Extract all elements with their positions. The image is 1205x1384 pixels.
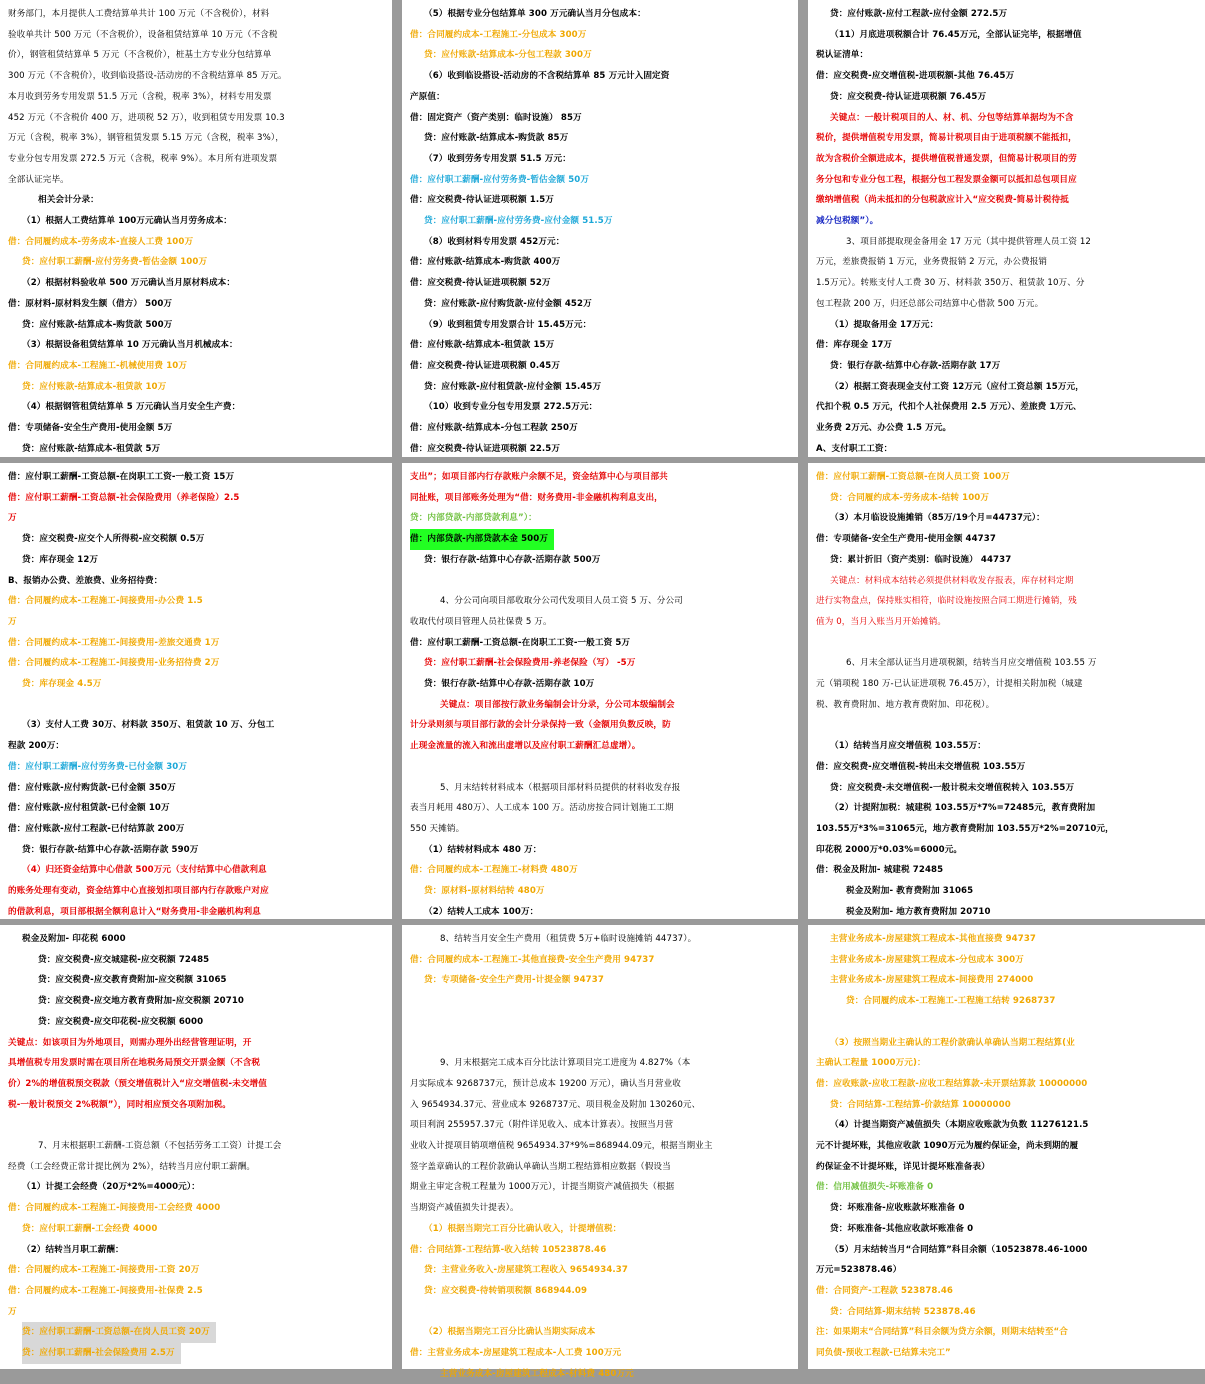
text-line: 专业分包专用发票 272.5 万元（含税，税率 9%）。本月所有进项发票 [8, 153, 278, 164]
text-line: 贷：应付账款-结算成本-分包工程款 300万 [424, 50, 592, 61]
text-line: 借：应付职工薪酬-应付劳务费-暂估金额 50万 [410, 174, 590, 185]
text-line: 4、分公司向项目部收取分公司代发项目人员工资 5 万、分公司 [440, 596, 683, 607]
text-line: 万元（含税，税率 3%），钢管租赁发票 5.15 万元（含税，税率 3%）， [8, 133, 284, 144]
text-line: 代扣个税 0.5 万元，代扣个人社保费用 2.5 万元）、差旅费 1万元、 [816, 402, 1082, 413]
text-line: 借：信用减值损失-坏账准备 0 [816, 1182, 934, 1193]
text-line: 价）2%的增值税预交税款（预交增值税计入“应交增值税-未交增值 [8, 1078, 267, 1089]
text-line: 贷：内部贷款-内部贷款利息”）： [410, 513, 537, 524]
text-line: 约保证金不计提坏账，详见计提坏账准备表） [816, 1161, 990, 1172]
text-line: 借：固定资产（资产类别：临时设施） 85万 [410, 112, 582, 123]
text-line: 贷：应付职工薪酬-应付劳务费-暂估金额 100万 [22, 257, 208, 268]
text-line [8, 695, 382, 716]
text-line: 贷：银行存款-结算中心存款-活期存款 500万 [424, 554, 601, 565]
text-line: 借：库存现金 17万 [816, 340, 893, 351]
text-line: 103.55万*3%=31065元，地方教育费附加 103.55万*2%=20710元， [816, 823, 1114, 834]
text-line: 借：内部贷款-内部贷款本金 500万 [410, 529, 788, 550]
text-line: 借：税金及附加- 城建税 72485 [816, 865, 944, 876]
text-line: 入 9654934.37元、营业成本 9268737元、项目税金及附加 130260元、 [410, 1099, 701, 1110]
text-line: 550 天摊销。 [410, 823, 465, 834]
text-line: （1）结转材料成本 480 万： [424, 844, 542, 855]
text-line: 贷：银行存款-结算中心存款-活期存款 17万 [830, 360, 1001, 371]
text-line: 贷：应付职工薪酬-工资总额-在岗人员工资 20万 [8, 1322, 382, 1343]
text-line: 借：合同履约成本-工程施工-间接费用-业务招待费 2万 [8, 658, 220, 669]
text-line: 月实际成本 9268737元，预计总成本 19200 万元），确认当月营业收 [410, 1078, 681, 1089]
text-line: 借：合同履约成本-工程施工-间接费用-差旅交通费 1万 [8, 637, 220, 648]
text-line [8, 1115, 382, 1136]
text-line: 贷：应交税费-待认证进项税额 76.45万 [830, 91, 987, 102]
text-line: 万 [8, 616, 17, 627]
text-line: 贷：合同履约成本-劳务成本-结转 100万 [830, 492, 990, 503]
text-line: （4）计提当期资产减值损失（本期应收账款为负数 11276121.5 [830, 1120, 1089, 1131]
text-line: 万 [8, 513, 17, 524]
text-line: 关键点：如该项目为外地项目，则需办理外出经营管理证明，开 [8, 1037, 252, 1048]
text-line: 税金及附加- 地方教育费附加 20710 [846, 906, 991, 917]
text-line: 借：应付账款-结算成本-租赁款 15万 [410, 340, 555, 351]
text-line: 业务费 2万元、办公费 1.5 万元。 [816, 423, 952, 434]
text-line: 关键点：一般计税项目的人、材、机、分包等结算单据均为不含 [830, 112, 1074, 123]
text-line: 贷：应交税费-应交地方教育费附加-应交税额 20710 [38, 996, 245, 1007]
text-line: 税金及附加- 印花税 6000 [22, 934, 126, 944]
text-line: 价），钢管租赁结算单 5 万元（不含税价），桩基土方专业分包结算单 [8, 50, 272, 61]
text-line: 主营业务成本-房屋建筑工程成本-间接费用 274000 [830, 975, 1034, 986]
text-line: 注：如果期末“合同结算”科目余额为贷方余额，则期末结转至“合 [816, 1327, 1068, 1338]
text-line: 务分包和专业分包工程，根据分包工程发票金额可以抵扣总包项目应 [816, 174, 1077, 185]
text-line: 贷：应付职工薪酬-社会保险费用 2.5万 [8, 1343, 382, 1364]
text-line: 贷：坏账准备-应收账款坏账准备 0 [830, 1203, 965, 1214]
text-line [410, 1033, 788, 1054]
text-line: 借：合同履约成本-工程施工-材料费 480万 [410, 865, 578, 876]
document-page [808, 463, 1205, 919]
text-line: 故为含税价全额进成本，提供增值税普通发票，但简易计税项目的劳 [816, 153, 1077, 164]
text-line: 借：应收账款-应收工程款-应收工程结算款-未开票结算款 10000000 [816, 1078, 1088, 1089]
text-line: 万元，差旅费报销 1 万元，业务费报销 2 万元，办公费报销 [816, 257, 1048, 268]
text-line: 3、项目部提取现金备用金 17 万元（其中提供管理人员工资 12 [846, 236, 1091, 247]
text-line: 借：合同资产-工程款 523878.46 [816, 1285, 954, 1296]
text-line: 借：应交税费-待认证进项税额 0.45万 [410, 360, 561, 371]
text-line: 贷：应付账款-结算成本-购货款 500万 [22, 319, 173, 330]
text-line: 借：合同结算-工程结算-收入结转 10523878.46 [410, 1244, 607, 1255]
text-line: 贷：应交税费-应交教育费附加-应交税额 31065 [38, 975, 227, 986]
text-line: （10）收到专业分包专用发票 272.5万元： [424, 402, 598, 413]
text-line: 贷：银行存款-结算中心存款-活期存款 590万 [22, 844, 199, 855]
text-line: 7、月末根据职工薪酬-工资总额（不包括劳务工工资）计提工会 [38, 1141, 282, 1152]
text-line: 借：应付职工薪酬-工资总额-在岗职工工资-一般工资 5万 [410, 637, 631, 648]
text-line: 贷：银行存款-结算中心存款-活期存款 10万 [424, 679, 595, 690]
text-line: 全部认证完毕。 [8, 174, 69, 185]
text-line: 借：应付账款-应付工程款-已付结算款 200万 [8, 823, 185, 834]
text-line: 贷：坏账准备-其他应收款坏账准备 0 [830, 1223, 974, 1234]
text-line: （5）月末结转当月“合同结算”科目余额（10523878.46-1000 [830, 1244, 1088, 1255]
text-line: （2）根据工资表现金支付工资 12万元（应付工资总额 15万元， [830, 381, 1084, 392]
text-line: 贷：应付账款-应付购货款-应付金额 452万 [424, 298, 592, 309]
text-line: （3）支付人工费 30万、材料款 350万、租赁款 10 万、分包工 [22, 720, 275, 731]
text-line: 主营业务成本-房屋建筑工程成本-其他直接费 94737 [830, 934, 1037, 944]
text-line: 程款 200万： [8, 741, 65, 752]
text-line: （7）收到劳务专用发票 51.5 万元： [424, 153, 571, 164]
text-line: （2）根据当期完工百分比确认当期实际成本 [424, 1327, 596, 1338]
document-page [808, 0, 1205, 457]
text-line: （4）归还资金结算中心借款 500万元（支付结算中心借款利息 [22, 865, 267, 876]
text-line: 验收单共计 500 万元（不含税价），设备租赁结算单 10 万元（不含税 [8, 29, 278, 40]
text-line: （2）计提附加税：城建税 103.55万*7%=72485元，教育费附加 [830, 803, 1096, 814]
text-line: 主营业务成本-房屋建筑工程成本-分包成本 300万 [830, 954, 1024, 965]
text-line: 贷：应付职工薪酬-应付劳务费-应付金额 51.5万 [424, 216, 613, 227]
text-line: 减分包税额”）。 [816, 216, 879, 227]
document-page [0, 463, 392, 919]
text-line: 进行实物盘点，保持账实相符，临时设施按照合同工期进行摊销，残 [816, 596, 1077, 607]
text-line: 同扯账，项目部账务处理为“借：财务费用-非金融机构利息支出， [410, 492, 663, 503]
text-line: A、支付职工工资： [816, 443, 893, 454]
text-line: 相关会计分录： [38, 195, 99, 206]
text-line: 本月收到劳务专用发票 51.5 万元（含税，税率 3%），材料专用发票 [8, 91, 272, 102]
text-line: 经费（工会经费正常计提比例为 2%），结转当月应付职工薪酬。 [8, 1161, 256, 1172]
text-line: 借：合同履约成本-工程施工-间接费用-社保费 2.5 [8, 1285, 203, 1296]
text-line: 贷：应交税费-应交个人所得税-应交税额 0.5万 [22, 534, 205, 545]
text-line: 贷：应交税费-未交增值税-一般计税未交增值税转入 103.55万 [830, 782, 1075, 793]
text-line [816, 1012, 1195, 1033]
document-page [402, 463, 798, 919]
text-line: 万元=523878.46） [816, 1265, 902, 1276]
text-line: 借：合同履约成本-工程施工-分包成本 300万 [410, 29, 587, 40]
text-line: 9、月末根据完工成本百分比法计算项目完工进度为 4.827%（本 [440, 1058, 691, 1069]
text-line: （1）根据当期完工百分比确认收入，计提增值税： [424, 1223, 622, 1234]
text-line: 元（销项税 180 万-已认证进项税 76.45万），计提相关附加税（城建 [816, 679, 1083, 690]
text-line: 的账务处理有变动，资金结算中心直接划扣项目部内行存款账户对应 [8, 886, 269, 897]
text-line: 计分录则须与项目部行款的会计分录保持一致（金额用负数反映，防 [410, 720, 671, 731]
text-line: 贷：库存现金 12万 [22, 554, 99, 565]
text-line: （1）提取备用金 17万元： [830, 319, 939, 330]
text-line: 贷：累计折旧（资产类别：临时设施） 44737 [830, 554, 1012, 565]
text-line: 印花税 2000万*0.03%=6000元。 [816, 844, 963, 855]
text-line: （6）收到临设搭设-活动房的不含税结算单 85 万元计入固定资 [424, 71, 670, 82]
text-line: 收取代付项目管理人员社保费 5 万。 [410, 616, 552, 627]
text-line: 借：合同履约成本-工程施工-间接费用-工资 20万 [8, 1265, 200, 1276]
text-line: 贷：应付职工薪酬-工会经费 4000 [22, 1223, 158, 1234]
text-line: 缴纳增值税（尚未抵扣的分包税款应计入“应交税费-简易计税待抵 [816, 195, 1069, 206]
document-page [402, 925, 798, 1379]
text-line: 主营业务成本-房屋建筑工程成本-材料费 480万元 [440, 1368, 634, 1379]
text-line: 借：合同履约成本-劳务成本-直接人工费 100万 [8, 236, 194, 247]
text-line: 贷：合同结算-工程结算-价款结算 10000000 [830, 1099, 1011, 1110]
text-line: 业收入计提项目销项增值税 9654934.37*9%=868944.09元，根据当期业主 [410, 1141, 713, 1152]
text-line: 借：应交税费-应交增值税-进项税额-其他 76.45万 [816, 71, 1015, 82]
text-line: 借：应付职工薪酬-工资总额-在岗人员工资 100万 [816, 472, 1010, 482]
text-line: 具增值税专用发票时需在项目所在地税务局预交开票金额（不含税 [8, 1058, 261, 1069]
text-line: 借：合同履约成本-工程施工-机械使用费 10万 [8, 360, 188, 371]
text-line [410, 991, 788, 1012]
text-line: 贷：库存现金 4.5万 [22, 679, 102, 690]
text-line: 借：应付账款-应付购货款-已付金额 350万 [8, 782, 176, 793]
text-line: 贷：合同履约成本-工程施工-工程施工结转 9268737 [846, 996, 1056, 1007]
text-line: （2）结转人工成本 100万： [424, 906, 539, 917]
text-line: 借：应付职工薪酬-工资总额-社会保险费用（养老保险）2.5 [8, 492, 240, 503]
text-line: （3）按照当期业主确认的工程价款确认单确认当期工程结算(业 [830, 1037, 1075, 1048]
text-line: 借：应交税费-待认证进项税额 1.5万 [410, 195, 554, 206]
text-line: 借：应交税费-应交增值税-转出未交增值税 103.55万 [816, 761, 1026, 772]
text-line: 贷：应付账款-结算成本-租赁款 10万 [22, 381, 167, 392]
text-line: 关键点：材料成本结转必须提供材料收发存报表，库存材料定期 [830, 575, 1074, 586]
text-line: （1）根据人工费结算单 100万元确认当月劳务成本： [22, 216, 232, 227]
text-line: 税金及附加- 教育费附加 31065 [846, 886, 974, 897]
text-line: （4）根据钢管租赁结算单 5 万元确认当月安全生产费： [22, 402, 241, 413]
text-line: 万 [8, 1306, 17, 1317]
document-page [0, 925, 392, 1369]
document-page [808, 925, 1205, 1369]
text-line: 借：专项储备-安全生产费用-使用金额 5万 [8, 423, 173, 434]
text-line: 1.5万元）。转账支付人工费 30 万、材料款 350万、租赁款 10万、分 [816, 278, 1085, 289]
text-line: 关键点：项目部按行款业务编制会计分录，分公司本级编制会 [440, 699, 675, 710]
text-line: 期业主审定含税工程量为 1000万元），计提当期资产减值损失（根据 [410, 1182, 675, 1193]
text-line: 当期资产减值损失计提表）。 [410, 1203, 519, 1214]
text-line: 包工程款 200 万，归还总部公司结算中心借款 500 万元。 [816, 298, 1044, 309]
text-line: 借：应付职工薪酬-应付劳务费-已付金额 30万 [8, 761, 188, 772]
text-line: 税价，提供增值税专用发票，简易计税项目由于进项税额不能抵扣， [816, 133, 1077, 144]
text-line [816, 633, 1195, 654]
text-line: （11）月底进项税额合计 76.45万元，全部认证完毕，根据增值 [830, 29, 1082, 40]
text-line: 8、结转当月安全生产费用（租赁费 5万+临时设施摊销 44737）。 [440, 934, 697, 944]
text-line: （1）计提工会经费（20万*2%=4000元）： [22, 1182, 200, 1193]
text-line: B、报销办公费、差旅费、业务招待费： [8, 575, 163, 586]
text-line [410, 1302, 788, 1323]
text-line: 支出”；如项目部内行存款账户余额不足，资金结算中心与项目部共 [410, 472, 668, 482]
text-line: 贷：专项储备-安全生产费用-计提金额 94737 [424, 975, 604, 986]
text-line: 贷：应交税费-应交印花税-应交税额 6000 [38, 1016, 204, 1027]
text-line: 贷：原材料-原材料结转 480万 [424, 886, 545, 897]
text-line: 贷：主营业务收入-房屋建筑工程收入 9654934.37 [424, 1265, 628, 1276]
document-page [0, 0, 392, 457]
text-line: 借：应付账款-结算成本-分包工程款 250万 [410, 423, 578, 434]
text-line: （5）根据专业分包结算单 300 万元确认当月分包成本： [424, 9, 646, 19]
text-line: 税认证清单： [816, 50, 869, 61]
text-line: （2）根据材料验收单 500 万元确认当月原材料成本： [22, 278, 236, 289]
text-line: 项目利润 255957.37元（附件详见收入、成本计算表）。按照当月营 [410, 1120, 674, 1131]
text-line: 贷：应付账款-结算成本-租赁款 5万 [22, 443, 161, 454]
text-line: （9）收到租赁专用发票合计 15.45万元： [424, 319, 592, 330]
text-line: 同负债-预收工程款-已结算未完工” [816, 1348, 951, 1359]
text-line [410, 571, 788, 592]
text-line: （3）根据设备租赁结算单 10 万元确认当月机械成本： [22, 340, 238, 351]
document-page [402, 0, 798, 457]
text-line: 借：应付账款-应付租赁款-已付金额 10万 [8, 803, 170, 814]
text-line: （1）结转当月应交增值税 103.55万： [830, 741, 986, 752]
text-line: 借：应付职工薪酬-工资总额-在岗职工工资-一般工资 15万 [8, 472, 235, 482]
text-line: 借：原材料-原材料发生额（借方） 500万 [8, 298, 173, 309]
text-line: 税、教育费附加、地方教育费附加、印花税）。 [816, 699, 995, 710]
text-line: 贷：应付账款-应付工程款-应付金额 272.5万 [830, 9, 1008, 19]
text-line: 财务部门，本月提供人工费结算单共计 100 万元（不含税价），材料 [8, 9, 270, 19]
text-line: 贷：合同结算-期末结转 523878.46 [830, 1306, 976, 1317]
text-line: 贷：应付账款-结算成本-购货款 85万 [424, 133, 569, 144]
text-line: 贷：应付账款-应付租赁款-应付金额 15.45万 [424, 381, 602, 392]
text-line: 借：专项储备-安全生产费用-使用金额 44737 [816, 534, 996, 545]
text-line [410, 757, 788, 778]
text-line: 产原值： [410, 91, 445, 102]
text-line: 税-一般计税预交 2%税额”），同时相应预交各项附加税。 [8, 1099, 231, 1110]
text-line: 452 万元（不含税价 400 万，进项税 52 万），收到租赁专用发票 10.3 [8, 112, 285, 123]
text-line: 表当月耗用 480万）、人工成本 100 万。活动房按合同计划施工工期 [410, 803, 674, 814]
text-line: 值为 0，当月入账当月开始摊销。 [816, 616, 947, 627]
text-line: 贷：应交税费-应交城建税-应交税额 72485 [38, 954, 210, 965]
text-line: 借：合同履约成本-工程施工-间接费用-工会经费 4000 [8, 1203, 221, 1214]
text-line: 元不计提坏账，其他应收款 1090万元为履约保证金，尚未到期的履 [816, 1141, 1079, 1152]
text-line: 借：应付账款-结算成本-购货款 400万 [410, 257, 561, 268]
text-line: 借：应交税费-待认证进项税额 52万 [410, 278, 551, 289]
text-line: 借：主营业务成本-房屋建筑工程成本-人工费 100万元 [410, 1348, 622, 1359]
text-line: 签字盖章确认的工程价款确认单确认当期工程结算相应数据（假设当 [410, 1161, 671, 1172]
text-line: 的借款利息，项目部根据全额利息计入“财务费用-非金融机构利息 [8, 906, 261, 917]
text-line: 贷：应付职工薪酬-社会保险费用-养老保险（写） -5万 [424, 658, 636, 669]
text-line: 借：合同履约成本-工程施工-间接费用-办公费 1.5 [8, 596, 203, 607]
text-line: 300 万元（不含税价），收到临设搭设-活动房的不含税结算单 85 万元。 [8, 71, 287, 82]
text-line: （3）本月临设设施摊销（85万/19个月=44737元）： [830, 513, 1045, 524]
text-line: （2）结转当月职工薪酬： [22, 1244, 124, 1255]
text-line: 5、月末结转材料成本（根据项目部材料员提供的材料收发存报 [440, 782, 681, 793]
text-line [816, 715, 1195, 736]
text-line: 借：合同履约成本-工程施工-其他直接费-安全生产费用 94737 [410, 954, 655, 965]
text-line: 借：应交税费-待认证进项税额 22.5万 [410, 443, 561, 454]
text-line: （8）收到材料专用发票 452万元： [424, 236, 565, 247]
text-line: 主确认工程量 1000万元)： [816, 1058, 926, 1069]
text-line: 止现金流量的流入和流出虚增以及应付职工薪酬汇总虚增）。 [410, 741, 641, 752]
text-line: 贷：应交税费-待转销项税额 868944.09 [424, 1285, 588, 1296]
text-line: 6、月末全部认证当月进项税额，结转当月应交增值税 103.55 万 [846, 658, 1097, 669]
text-line [410, 1012, 788, 1033]
